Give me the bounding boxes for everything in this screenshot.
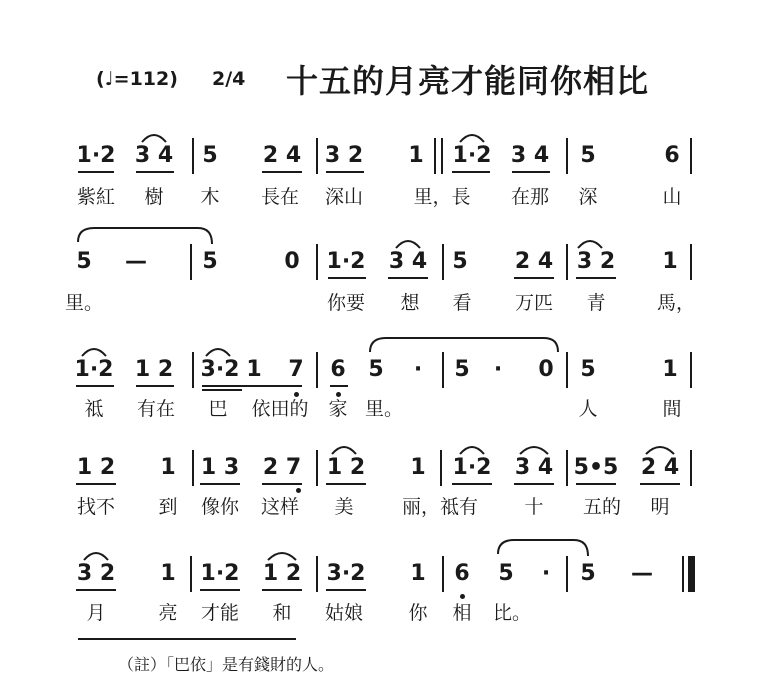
lyric: 祗 bbox=[84, 398, 104, 420]
lyric: 你 bbox=[408, 602, 428, 624]
note: 1 2 bbox=[134, 357, 174, 382]
note: 1 2 bbox=[262, 561, 302, 586]
note: — bbox=[631, 561, 653, 586]
lyric: 和 bbox=[272, 602, 292, 624]
note: 3 4 bbox=[134, 143, 174, 168]
lyric: 紫紅 bbox=[76, 186, 116, 208]
lyric: 亮 bbox=[158, 602, 178, 624]
lyric: 青 bbox=[586, 292, 606, 314]
note: 1 bbox=[408, 143, 424, 168]
lyric: 里，長 bbox=[413, 186, 471, 208]
slur bbox=[460, 135, 484, 142]
note: 1 2 bbox=[76, 455, 116, 480]
slur bbox=[268, 553, 296, 560]
lyric: 人 bbox=[578, 398, 598, 420]
lyric: 这样 bbox=[260, 496, 300, 518]
lyric: 找不 bbox=[76, 496, 116, 518]
lyric: 木 bbox=[200, 186, 220, 208]
note: 5 bbox=[580, 561, 596, 586]
note: 1 bbox=[246, 357, 262, 382]
note: 0 bbox=[538, 357, 554, 382]
slur bbox=[578, 241, 602, 248]
lyric: 馬， bbox=[656, 292, 696, 314]
note: 5 bbox=[580, 143, 596, 168]
note: 3·2 bbox=[200, 357, 240, 382]
note: 2 7 bbox=[262, 455, 302, 480]
note: · bbox=[413, 357, 423, 382]
lyric: 深 bbox=[578, 186, 598, 208]
slur bbox=[460, 447, 484, 454]
lyric: 五的 bbox=[582, 496, 622, 518]
lyric: 巴 bbox=[208, 398, 228, 420]
note: 1 bbox=[160, 455, 176, 480]
note: 3 2 bbox=[324, 143, 364, 168]
note: 2 4 bbox=[262, 143, 302, 168]
slur bbox=[82, 349, 106, 356]
slur bbox=[206, 349, 230, 356]
note: 1 2 bbox=[326, 455, 366, 480]
note: 1·2 bbox=[76, 143, 116, 168]
note: 1 bbox=[410, 561, 426, 586]
note: 6 bbox=[330, 357, 346, 382]
lyric: 家 bbox=[328, 398, 348, 420]
note: 1·2 bbox=[326, 249, 366, 274]
lyric: 姑娘 bbox=[324, 602, 364, 624]
note: 1·2 bbox=[452, 455, 492, 480]
note: 3 2 bbox=[576, 249, 616, 274]
slur bbox=[396, 241, 420, 248]
slur bbox=[142, 135, 166, 142]
note: 5 bbox=[452, 249, 468, 274]
tie bbox=[498, 540, 588, 556]
tie bbox=[370, 338, 558, 352]
note: 5 bbox=[454, 357, 470, 382]
note: 1·2 bbox=[74, 357, 114, 382]
slur bbox=[84, 553, 108, 560]
note: 5 bbox=[202, 143, 218, 168]
note: 1 bbox=[410, 455, 426, 480]
footnote: （註）「巴依」是有錢財的人。 bbox=[118, 655, 335, 674]
lyric: 美 bbox=[334, 496, 354, 518]
lyric: 你要 bbox=[326, 292, 366, 314]
tempo-marking: (♩=112) bbox=[96, 68, 178, 90]
lyric: 十 bbox=[524, 496, 544, 518]
note: 3 4 bbox=[388, 249, 428, 274]
lyric: 依田的 bbox=[251, 398, 309, 420]
note: 6 bbox=[454, 561, 470, 586]
note: 6 bbox=[664, 143, 680, 168]
lyric: 樹 bbox=[144, 186, 164, 208]
lyric: 長在 bbox=[260, 186, 300, 208]
note: · bbox=[541, 561, 551, 586]
note: 1 bbox=[160, 561, 176, 586]
note: 3·2 bbox=[326, 561, 366, 586]
note: 1·2 bbox=[200, 561, 240, 586]
lyric: 間 bbox=[662, 398, 682, 420]
note: 5•5 bbox=[573, 455, 619, 480]
note: 1 bbox=[662, 249, 678, 274]
lyric: 有在 bbox=[136, 398, 176, 420]
lyric: 相 bbox=[452, 602, 472, 624]
lyric: 万匹 bbox=[514, 292, 554, 314]
tie bbox=[78, 228, 212, 244]
lyric: 看 bbox=[452, 292, 472, 314]
lyric: 想 bbox=[400, 292, 420, 314]
note: 1 bbox=[662, 357, 678, 382]
note: 3 4 bbox=[514, 455, 554, 480]
lyric: 山 bbox=[662, 186, 682, 208]
note: 5 bbox=[202, 249, 218, 274]
note: 5 bbox=[76, 249, 92, 274]
note: 5 bbox=[498, 561, 514, 586]
lyric: 像你 bbox=[200, 496, 240, 518]
note: 5 bbox=[580, 357, 596, 382]
note: 3 2 bbox=[76, 561, 116, 586]
note: 2 4 bbox=[514, 249, 554, 274]
slur bbox=[332, 447, 356, 454]
lyric: 里。 bbox=[64, 292, 104, 314]
lyric: 月 bbox=[86, 602, 106, 624]
lyric: 在那 bbox=[510, 186, 550, 208]
lyric: 深山 bbox=[324, 186, 364, 208]
lyric: 到 bbox=[158, 496, 178, 518]
note: 1 3 bbox=[200, 455, 240, 480]
slur bbox=[520, 447, 548, 454]
note: 3 4 bbox=[510, 143, 550, 168]
note: 1·2 bbox=[452, 143, 492, 168]
lyric: 明 bbox=[650, 496, 670, 518]
note: 2 4 bbox=[640, 455, 680, 480]
footnote-rule bbox=[78, 638, 296, 640]
lyric: 丽，祗有 bbox=[401, 496, 479, 518]
note: — bbox=[125, 249, 147, 274]
lyric: 里。 bbox=[364, 398, 404, 420]
note: 0 bbox=[284, 249, 300, 274]
song-title: 十五的月亮才能同你相比 bbox=[286, 62, 650, 100]
slur bbox=[646, 447, 674, 454]
note: 7 bbox=[288, 357, 304, 382]
lyric: 才能 bbox=[200, 602, 240, 624]
lyric: 比。 bbox=[492, 602, 532, 624]
note: · bbox=[493, 357, 503, 382]
time-signature: 2/4 bbox=[212, 68, 246, 90]
note: 5 bbox=[368, 357, 384, 382]
